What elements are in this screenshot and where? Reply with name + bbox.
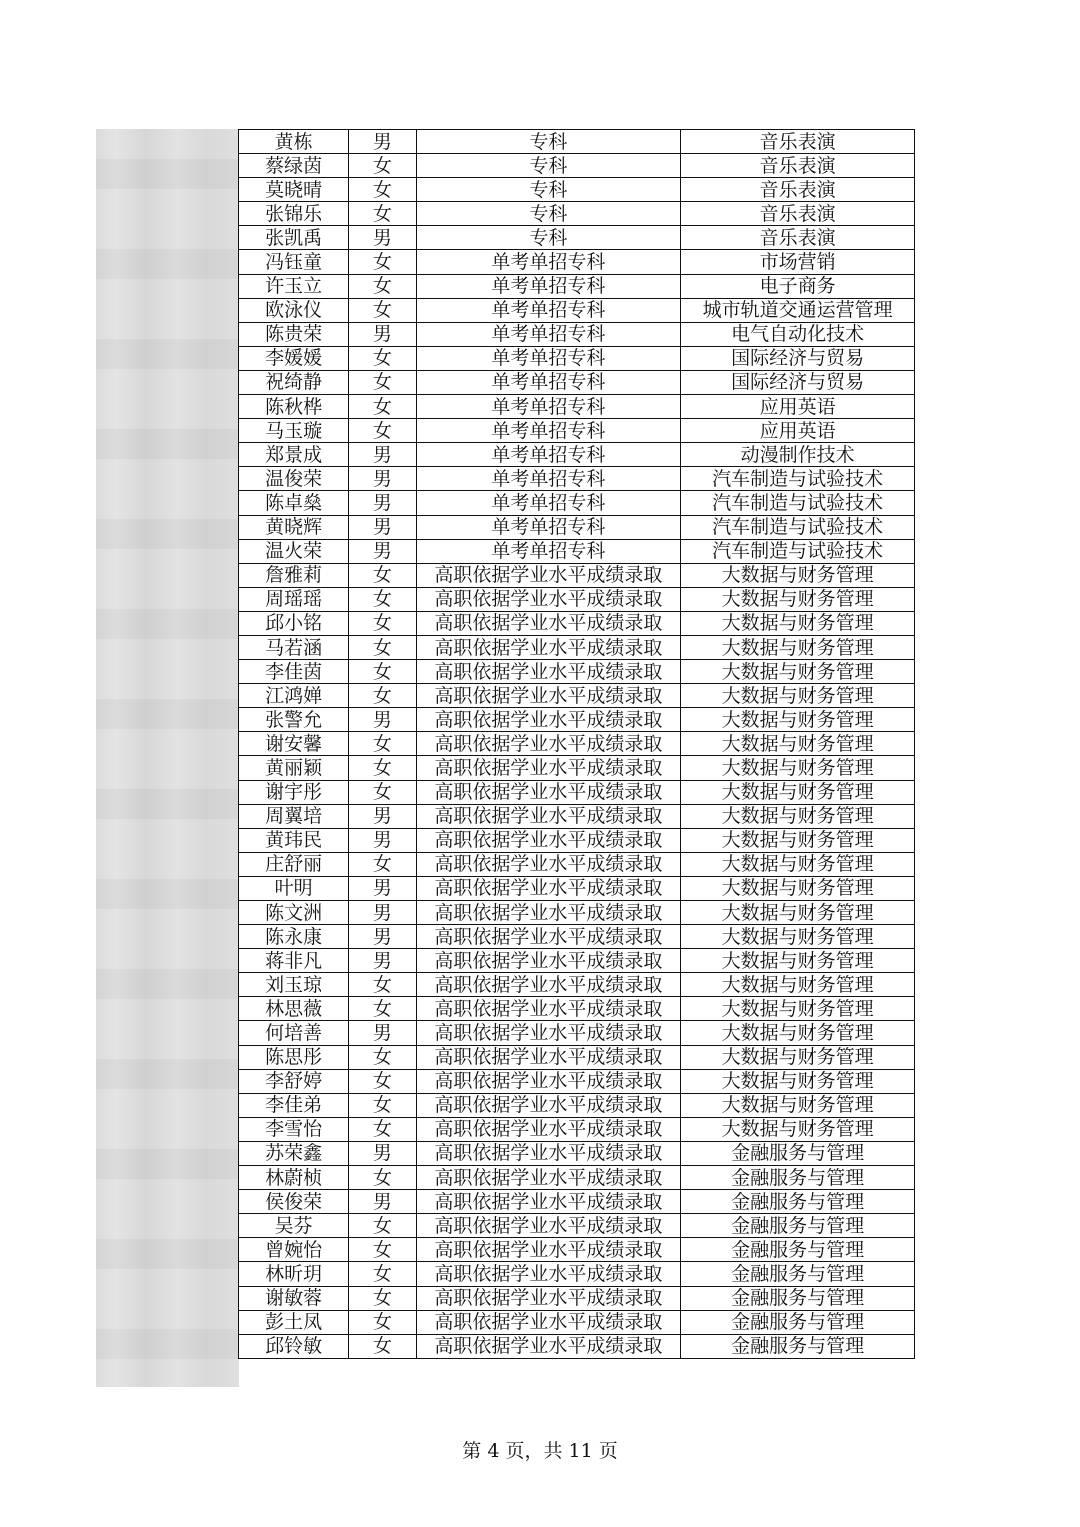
gender-cell: 女 <box>349 1166 416 1190</box>
table-row <box>239 828 915 852</box>
redacted-stripe <box>96 1239 239 1269</box>
gender-cell: 男 <box>349 828 416 852</box>
page-number: 第 4 页，共 11 页 <box>462 1440 618 1462</box>
table-row <box>239 539 915 563</box>
gender-cell: 男 <box>349 1190 416 1214</box>
student-name-cell: 张凯禹 <box>239 226 349 250</box>
student-name-cell: 曾婉怡 <box>239 1238 349 1262</box>
gender-cell: 男 <box>349 226 416 250</box>
table-row <box>239 587 915 611</box>
admission-type-cell: 高职依据学业水平成绩录取 <box>416 708 681 732</box>
table-row <box>239 178 915 202</box>
student-name-cell: 李媛媛 <box>239 346 349 370</box>
table-row <box>239 298 915 322</box>
major-cell: 大数据与财务管理 <box>681 949 915 973</box>
table-row <box>239 1117 915 1141</box>
admission-type-cell: 单考单招专科 <box>416 515 681 539</box>
major-cell: 大数据与财务管理 <box>681 684 915 708</box>
admission-type-cell: 高职依据学业水平成绩录取 <box>416 852 681 876</box>
admission-type-cell: 高职依据学业水平成绩录取 <box>416 1262 681 1286</box>
student-name-cell: 周翼培 <box>239 804 349 828</box>
student-name-cell: 谢安馨 <box>239 732 349 756</box>
admission-type-cell: 高职依据学业水平成绩录取 <box>416 1286 681 1310</box>
student-name-cell: 侯俊荣 <box>239 1190 349 1214</box>
major-cell: 大数据与财务管理 <box>681 925 915 949</box>
gender-cell: 男 <box>349 1141 416 1165</box>
student-name-cell: 莫晓晴 <box>239 178 349 202</box>
admission-type-cell: 单考单招专科 <box>416 491 681 515</box>
gender-cell: 女 <box>349 1093 416 1117</box>
table-row <box>239 660 915 684</box>
table-row <box>239 1166 915 1190</box>
major-cell: 汽车制造与试验技术 <box>681 515 915 539</box>
table-row <box>239 1238 915 1262</box>
major-cell: 金融服务与管理 <box>681 1214 915 1238</box>
admission-type-cell: 高职依据学业水平成绩录取 <box>416 1117 681 1141</box>
major-cell: 大数据与财务管理 <box>681 1093 915 1117</box>
gender-cell: 女 <box>349 1286 416 1310</box>
admission-type-cell: 单考单招专科 <box>416 298 681 322</box>
gender-cell: 男 <box>349 901 416 925</box>
major-cell: 金融服务与管理 <box>681 1190 915 1214</box>
major-cell: 大数据与财务管理 <box>681 732 915 756</box>
gender-cell: 男 <box>349 515 416 539</box>
admission-type-cell: 单考单招专科 <box>416 322 681 346</box>
admission-type-cell: 高职依据学业水平成绩录取 <box>416 1214 681 1238</box>
student-name-cell: 陈贵荣 <box>239 322 349 346</box>
table-row <box>239 1310 915 1334</box>
student-name-cell: 陈文洲 <box>239 901 349 925</box>
major-cell: 国际经济与贸易 <box>681 346 915 370</box>
major-cell: 汽车制造与试验技术 <box>681 467 915 491</box>
gender-cell: 女 <box>349 563 416 587</box>
admission-type-cell: 单考单招专科 <box>416 250 681 274</box>
student-name-cell: 林昕玥 <box>239 1262 349 1286</box>
student-name-cell: 温俊荣 <box>239 467 349 491</box>
admission-type-cell: 专科 <box>416 202 681 226</box>
admission-type-cell: 高职依据学业水平成绩录取 <box>416 1190 681 1214</box>
major-cell: 音乐表演 <box>681 178 915 202</box>
redacted-stripe <box>96 159 239 189</box>
major-cell: 动漫制作技术 <box>681 443 915 467</box>
table-row <box>239 130 915 154</box>
table-row <box>239 1069 915 1093</box>
admission-type-cell: 高职依据学业水平成绩录取 <box>416 1021 681 1045</box>
student-name-cell: 李舒婷 <box>239 1069 349 1093</box>
student-name-cell: 许玉立 <box>239 274 349 298</box>
gender-cell: 男 <box>349 322 416 346</box>
gender-cell: 男 <box>349 949 416 973</box>
student-name-cell: 陈思彤 <box>239 1045 349 1069</box>
admission-type-cell: 高职依据学业水平成绩录取 <box>416 973 681 997</box>
gender-cell: 女 <box>349 1238 416 1262</box>
major-cell: 金融服务与管理 <box>681 1166 915 1190</box>
table-row <box>239 925 915 949</box>
major-cell: 大数据与财务管理 <box>681 780 915 804</box>
student-name-cell: 李佳弟 <box>239 1093 349 1117</box>
gender-cell: 男 <box>349 708 416 732</box>
admission-type-cell: 高职依据学业水平成绩录取 <box>416 1141 681 1165</box>
student-name-cell: 张锦乐 <box>239 202 349 226</box>
table-row <box>239 1190 915 1214</box>
redacted-stripe <box>96 519 239 549</box>
major-cell: 大数据与财务管理 <box>681 828 915 852</box>
admission-type-cell: 高职依据学业水平成绩录取 <box>416 780 681 804</box>
major-cell: 金融服务与管理 <box>681 1262 915 1286</box>
table-row <box>239 949 915 973</box>
major-cell: 电子商务 <box>681 274 915 298</box>
admission-type-cell: 高职依据学业水平成绩录取 <box>416 997 681 1021</box>
gender-cell: 女 <box>349 611 416 635</box>
student-name-cell: 祝绮静 <box>239 370 349 394</box>
student-name-cell: 林蔚桢 <box>239 1166 349 1190</box>
gender-cell: 女 <box>349 997 416 1021</box>
admission-type-cell: 高职依据学业水平成绩录取 <box>416 1166 681 1190</box>
gender-cell: 女 <box>349 274 416 298</box>
table-row <box>239 250 915 274</box>
table-row <box>239 804 915 828</box>
table-row <box>239 419 915 443</box>
gender-cell: 女 <box>349 684 416 708</box>
student-name-cell: 周瑶瑶 <box>239 587 349 611</box>
table-row <box>239 780 915 804</box>
table-row <box>239 563 915 587</box>
redacted-stripe <box>96 1149 239 1179</box>
admission-type-cell: 专科 <box>416 130 681 154</box>
gender-cell: 女 <box>349 250 416 274</box>
admission-type-cell: 单考单招专科 <box>416 467 681 491</box>
admission-type-cell: 高职依据学业水平成绩录取 <box>416 684 681 708</box>
student-name-cell: 詹雅莉 <box>239 563 349 587</box>
major-cell: 大数据与财务管理 <box>681 1021 915 1045</box>
student-name-cell: 陈秋桦 <box>239 395 349 419</box>
admission-type-cell: 高职依据学业水平成绩录取 <box>416 828 681 852</box>
admission-type-cell: 高职依据学业水平成绩录取 <box>416 901 681 925</box>
major-cell: 大数据与财务管理 <box>681 708 915 732</box>
table-row <box>239 997 915 1021</box>
gender-cell: 女 <box>349 852 416 876</box>
gender-cell: 女 <box>349 1334 416 1358</box>
student-name-cell: 吴芬 <box>239 1214 349 1238</box>
major-cell: 电气自动化技术 <box>681 322 915 346</box>
gender-cell: 男 <box>349 876 416 900</box>
table-row <box>239 1334 915 1358</box>
table-row <box>239 1262 915 1286</box>
major-cell: 国际经济与贸易 <box>681 370 915 394</box>
redacted-stripe <box>96 969 239 999</box>
gender-cell: 女 <box>349 1045 416 1069</box>
student-name-cell: 庄舒丽 <box>239 852 349 876</box>
redacted-stripe <box>96 339 239 369</box>
student-name-cell: 李雪怡 <box>239 1117 349 1141</box>
student-name-cell: 黄栋 <box>239 130 349 154</box>
student-name-cell: 江鸿婵 <box>239 684 349 708</box>
gender-cell: 男 <box>349 804 416 828</box>
redacted-stripe <box>96 609 239 639</box>
gender-cell: 女 <box>349 973 416 997</box>
roster-body <box>239 130 915 1359</box>
gender-cell: 女 <box>349 178 416 202</box>
redacted-stripe <box>96 879 239 909</box>
student-name-cell: 林思薇 <box>239 997 349 1021</box>
major-cell: 大数据与财务管理 <box>681 804 915 828</box>
table-row <box>239 226 915 250</box>
major-cell: 音乐表演 <box>681 226 915 250</box>
admission-type-cell: 单考单招专科 <box>416 346 681 370</box>
table-row <box>239 876 915 900</box>
admission-roster-table <box>238 129 915 1359</box>
admission-type-cell: 高职依据学业水平成绩录取 <box>416 949 681 973</box>
gender-cell: 女 <box>349 1214 416 1238</box>
admission-type-cell: 单考单招专科 <box>416 443 681 467</box>
major-cell: 大数据与财务管理 <box>681 660 915 684</box>
gender-cell: 女 <box>349 660 416 684</box>
major-cell: 大数据与财务管理 <box>681 1069 915 1093</box>
gender-cell: 女 <box>349 1117 416 1141</box>
table-row <box>239 611 915 635</box>
gender-cell: 男 <box>349 1021 416 1045</box>
admission-type-cell: 专科 <box>416 226 681 250</box>
student-name-cell: 叶明 <box>239 876 349 900</box>
gender-cell: 女 <box>349 756 416 780</box>
gender-cell: 女 <box>349 1310 416 1334</box>
major-cell: 大数据与财务管理 <box>681 1045 915 1069</box>
redacted-column <box>96 129 239 1387</box>
student-name-cell: 谢敏蓉 <box>239 1286 349 1310</box>
major-cell: 金融服务与管理 <box>681 1310 915 1334</box>
student-name-cell: 苏荣鑫 <box>239 1141 349 1165</box>
admission-type-cell: 高职依据学业水平成绩录取 <box>416 756 681 780</box>
major-cell: 应用英语 <box>681 395 915 419</box>
major-cell: 大数据与财务管理 <box>681 997 915 1021</box>
table-row <box>239 852 915 876</box>
gender-cell: 女 <box>349 154 416 178</box>
major-cell: 音乐表演 <box>681 154 915 178</box>
gender-cell: 女 <box>349 1262 416 1286</box>
gender-cell: 女 <box>349 346 416 370</box>
major-cell: 汽车制造与试验技术 <box>681 539 915 563</box>
table-row <box>239 515 915 539</box>
table-row <box>239 1045 915 1069</box>
redacted-stripe <box>96 699 239 729</box>
gender-cell: 男 <box>349 443 416 467</box>
student-name-cell: 黄丽颖 <box>239 756 349 780</box>
table-row <box>239 370 915 394</box>
major-cell: 金融服务与管理 <box>681 1286 915 1310</box>
student-name-cell: 马玉璇 <box>239 419 349 443</box>
redacted-stripe <box>96 1059 239 1089</box>
admission-type-cell: 高职依据学业水平成绩录取 <box>416 563 681 587</box>
table-row <box>239 756 915 780</box>
admission-type-cell: 高职依据学业水平成绩录取 <box>416 1045 681 1069</box>
table-row <box>239 322 915 346</box>
admission-type-cell: 高职依据学业水平成绩录取 <box>416 1238 681 1262</box>
student-name-cell: 郑景成 <box>239 443 349 467</box>
table-row <box>239 708 915 732</box>
admission-type-cell: 高职依据学业水平成绩录取 <box>416 876 681 900</box>
student-name-cell: 蔡绿茵 <box>239 154 349 178</box>
major-cell: 金融服务与管理 <box>681 1141 915 1165</box>
major-cell: 市场营销 <box>681 250 915 274</box>
major-cell: 大数据与财务管理 <box>681 587 915 611</box>
table-row <box>239 154 915 178</box>
gender-cell: 男 <box>349 925 416 949</box>
redacted-stripe <box>96 429 239 459</box>
student-name-cell: 谢宇彤 <box>239 780 349 804</box>
gender-cell: 女 <box>349 419 416 443</box>
gender-cell: 女 <box>349 370 416 394</box>
admission-type-cell: 高职依据学业水平成绩录取 <box>416 587 681 611</box>
student-name-cell: 黄晓辉 <box>239 515 349 539</box>
admission-type-cell: 高职依据学业水平成绩录取 <box>416 660 681 684</box>
table-row <box>239 684 915 708</box>
admission-type-cell: 高职依据学业水平成绩录取 <box>416 732 681 756</box>
major-cell: 城市轨道交通运营管理 <box>681 298 915 322</box>
admission-type-cell: 高职依据学业水平成绩录取 <box>416 804 681 828</box>
admission-type-cell: 单考单招专科 <box>416 370 681 394</box>
major-cell: 应用英语 <box>681 419 915 443</box>
table-row <box>239 1286 915 1310</box>
admission-type-cell: 高职依据学业水平成绩录取 <box>416 635 681 659</box>
major-cell: 金融服务与管理 <box>681 1334 915 1358</box>
student-name-cell: 刘玉琼 <box>239 973 349 997</box>
admission-type-cell: 高职依据学业水平成绩录取 <box>416 1093 681 1117</box>
major-cell: 大数据与财务管理 <box>681 611 915 635</box>
student-name-cell: 冯钰童 <box>239 250 349 274</box>
major-cell: 大数据与财务管理 <box>681 901 915 925</box>
table-row <box>239 1021 915 1045</box>
table-row <box>239 1141 915 1165</box>
gender-cell: 男 <box>349 467 416 491</box>
table-row <box>239 395 915 419</box>
admission-type-cell: 专科 <box>416 178 681 202</box>
gender-cell: 女 <box>349 780 416 804</box>
redacted-stripe <box>96 1329 239 1359</box>
table-row <box>239 443 915 467</box>
gender-cell: 男 <box>349 539 416 563</box>
gender-cell: 女 <box>349 1069 416 1093</box>
admission-type-cell: 高职依据学业水平成绩录取 <box>416 1334 681 1358</box>
gender-cell: 女 <box>349 732 416 756</box>
gender-cell: 女 <box>349 298 416 322</box>
admission-type-cell: 单考单招专科 <box>416 419 681 443</box>
major-cell: 音乐表演 <box>681 202 915 226</box>
student-name-cell: 彭土凤 <box>239 1310 349 1334</box>
table-row <box>239 467 915 491</box>
table-row <box>239 1093 915 1117</box>
major-cell: 金融服务与管理 <box>681 1238 915 1262</box>
table-row <box>239 1214 915 1238</box>
student-name-cell: 张警允 <box>239 708 349 732</box>
table-row <box>239 274 915 298</box>
student-name-cell: 邱小铭 <box>239 611 349 635</box>
major-cell: 汽车制造与试验技术 <box>681 491 915 515</box>
table-row <box>239 202 915 226</box>
gender-cell: 男 <box>349 130 416 154</box>
table-row <box>239 635 915 659</box>
table-row <box>239 732 915 756</box>
student-name-cell: 邱铃敏 <box>239 1334 349 1358</box>
student-name-cell: 温火荣 <box>239 539 349 563</box>
redacted-stripe <box>96 789 239 819</box>
major-cell: 大数据与财务管理 <box>681 973 915 997</box>
student-name-cell: 陈卓燊 <box>239 491 349 515</box>
major-cell: 大数据与财务管理 <box>681 563 915 587</box>
student-name-cell: 蒋非凡 <box>239 949 349 973</box>
admission-type-cell: 专科 <box>416 154 681 178</box>
gender-cell: 女 <box>349 202 416 226</box>
major-cell: 音乐表演 <box>681 130 915 154</box>
student-name-cell: 何培善 <box>239 1021 349 1045</box>
table-row <box>239 973 915 997</box>
major-cell: 大数据与财务管理 <box>681 635 915 659</box>
student-name-cell: 欧泳仪 <box>239 298 349 322</box>
redacted-stripe <box>96 249 239 279</box>
gender-cell: 女 <box>349 395 416 419</box>
table-row <box>239 491 915 515</box>
table-row <box>239 901 915 925</box>
admission-type-cell: 高职依据学业水平成绩录取 <box>416 1310 681 1334</box>
student-name-cell: 李佳茵 <box>239 660 349 684</box>
admission-type-cell: 单考单招专科 <box>416 539 681 563</box>
major-cell: 大数据与财务管理 <box>681 1117 915 1141</box>
gender-cell: 女 <box>349 587 416 611</box>
admission-type-cell: 单考单招专科 <box>416 274 681 298</box>
admission-type-cell: 高职依据学业水平成绩录取 <box>416 925 681 949</box>
admission-type-cell: 高职依据学业水平成绩录取 <box>416 611 681 635</box>
gender-cell: 女 <box>349 635 416 659</box>
student-name-cell: 黄玮民 <box>239 828 349 852</box>
gender-cell: 男 <box>349 491 416 515</box>
admission-type-cell: 高职依据学业水平成绩录取 <box>416 1069 681 1093</box>
major-cell: 大数据与财务管理 <box>681 852 915 876</box>
major-cell: 大数据与财务管理 <box>681 876 915 900</box>
student-name-cell: 陈永康 <box>239 925 349 949</box>
table-row <box>239 346 915 370</box>
student-name-cell: 马若涵 <box>239 635 349 659</box>
major-cell: 大数据与财务管理 <box>681 756 915 780</box>
admission-type-cell: 单考单招专科 <box>416 395 681 419</box>
